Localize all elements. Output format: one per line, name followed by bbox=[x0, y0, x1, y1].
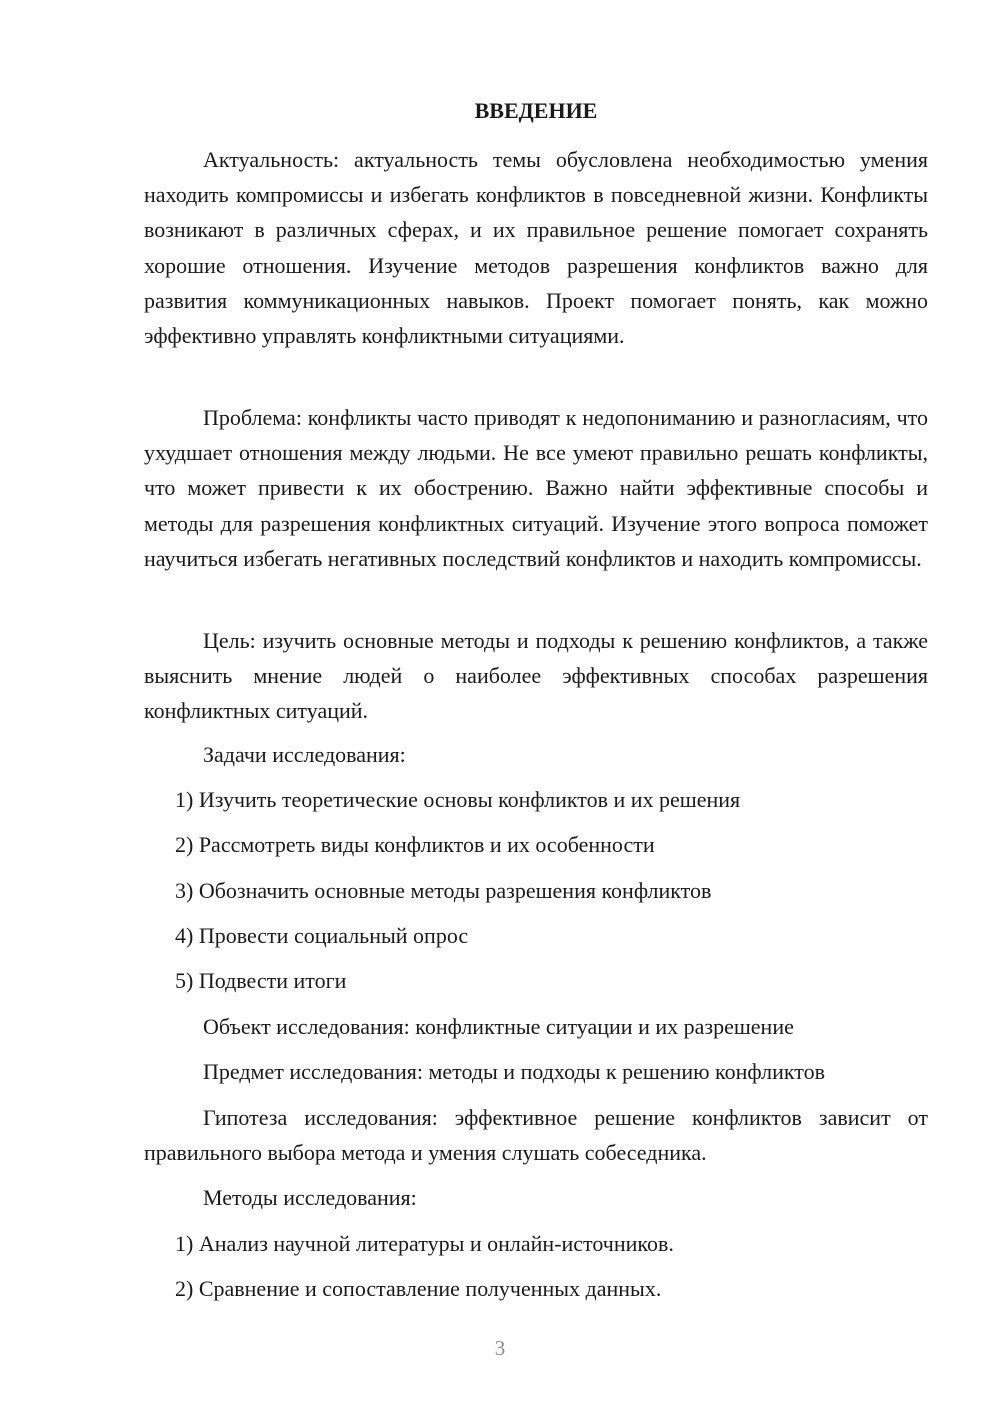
task-item: 3) Обозначить основные методы разрешения конфликтов bbox=[175, 878, 712, 903]
hypothesis-paragraph: Гипотеза исследования: эффективное решение конфликтов зависит от правильного выбора метода и умения слушать собеседника. bbox=[144, 1105, 928, 1166]
task-item: 1) Изучить теоретические основы конфликтов и их решения bbox=[175, 787, 741, 812]
task-item: 2) Рассмотреть виды конфликтов и их особенности bbox=[175, 832, 655, 857]
goal-paragraph: Цель: изучить основные методы и подходы к решению конфликтов, а также выяснить мнение людей о наиболее эффективных способах разрешения конфликтных ситуаций. bbox=[144, 628, 928, 724]
tasks-heading: Задачи исследования: bbox=[203, 742, 406, 767]
research-subject: Предмет исследования: методы и подходы к решению конфликтов bbox=[203, 1059, 825, 1084]
method-item: 2) Сравнение и сопоставление полученных данных. bbox=[175, 1276, 662, 1301]
task-item: 4) Провести социальный опрос bbox=[175, 923, 469, 948]
problem-paragraph: Проблема: конфликты часто приводят к недопониманию и разногласиям, что ухудшает отношения между людьми. Не все умеют правильно решать конфликты, что может привести к их обострению. Важно найти эффективные способы и методы для разрешения конфликтных ситуаций. Изучение этого вопроса поможет научиться избегать негативных последствий конфликтов и находить компромиссы. bbox=[144, 405, 928, 571]
research-object: Объект исследования: конфликтные ситуации и их разрешение bbox=[203, 1014, 794, 1039]
section-title: ВВЕДЕНИЕ bbox=[474, 98, 598, 123]
relevance-paragraph: Актуальность: актуальность темы обусловлена необходимостью умения находить компромиссы и избегать конфликтов в повседневной жизни. Конфликты возникают в различных сферах, и их правильное решение помогает сохранять хорошие отношения. Изучение методов разрешения конфликтов важно для развития коммуникационных навыков. Проект помогает понять, как можно эффективно управлять конфликтными ситуациями. bbox=[144, 147, 928, 349]
methods-heading: Методы исследования: bbox=[203, 1185, 417, 1210]
page-number: 3 bbox=[494, 1336, 506, 1360]
task-item: 5) Подвести итоги bbox=[175, 968, 347, 993]
method-item: 1) Анализ научной литературы и онлайн-источников. bbox=[175, 1231, 674, 1256]
